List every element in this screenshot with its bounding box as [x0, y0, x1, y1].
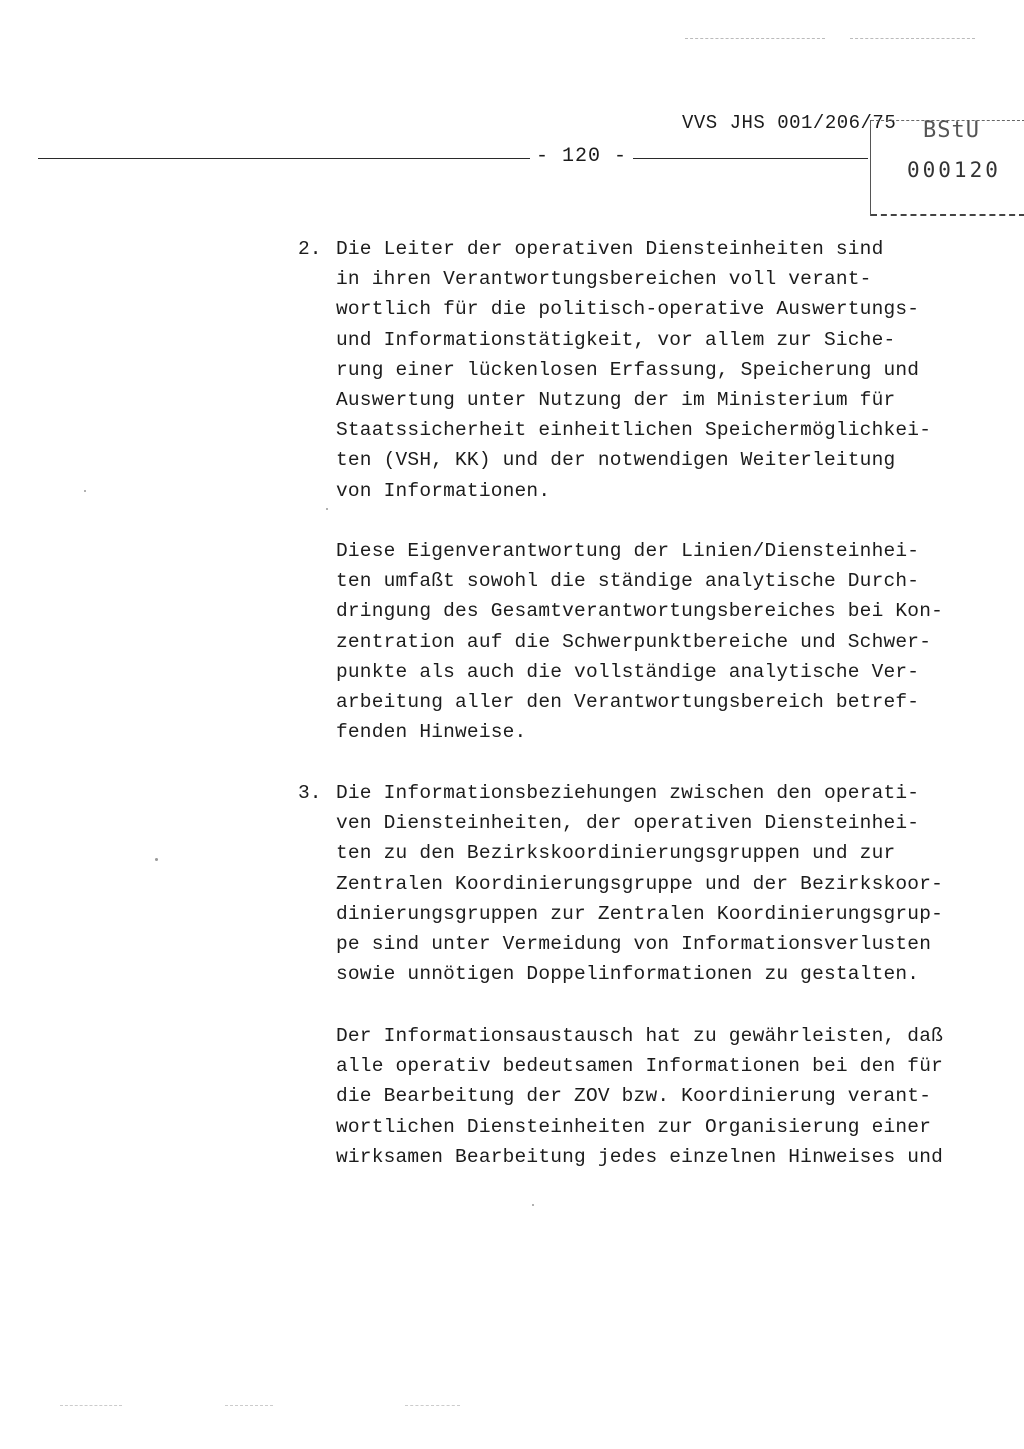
scan-artifact: [405, 1405, 460, 1406]
text-line: Zentralen Koordinierungsgruppe und der Bezirkskoor-: [336, 872, 943, 895]
stamp-bottom-border: [871, 214, 1024, 216]
paragraph: [336, 234, 976, 506]
paragraph: [336, 1021, 976, 1172]
text-line: Staatssicherheit einheitlichen Speichermöglichkei-: [336, 419, 932, 442]
text-line: zentration auf die Schwerpunktbereiche und Schwer-: [336, 630, 932, 653]
stamp-org: BStU: [923, 118, 980, 143]
paragraph: [336, 778, 976, 989]
text-line: in ihren Verantwortungsbereichen voll verant-: [336, 268, 872, 291]
item-number: 2.: [298, 238, 322, 260]
text-line: ten (VSH, KK) und der notwendigen Weiterleitung: [336, 449, 896, 472]
text-line: Die Leiter der operativen Diensteinheiten sind: [336, 238, 884, 260]
text-line: Der Informationsaustausch hat zu gewährleisten, daß: [336, 1025, 943, 1047]
text-line: sowie unnötigen Doppelinformationen zu gestalten.: [336, 963, 920, 986]
text-line: rung einer lückenlosen Erfassung, Speicherung und: [336, 358, 920, 381]
page-number: - 120 -: [530, 145, 633, 168]
header-rule: [38, 158, 868, 159]
text-line: pe sind unter Vermeidung von Informationsverlusten: [336, 933, 932, 956]
paragraph: [336, 536, 976, 747]
scan-artifact: [60, 1405, 122, 1406]
text-line: dinierungsgruppen zur Zentralen Koordinierungsgrup-: [336, 902, 943, 925]
text-line: und Informationstätigkeit, vor allem zur Siche-: [336, 328, 896, 351]
scan-artifact: [850, 38, 975, 39]
document-reference: VVS JHS 001/206/75: [682, 112, 897, 134]
text-line: wortlichen Diensteinheiten zur Organisierung einer: [336, 1115, 932, 1138]
text-line: fenden Hinweise.: [336, 721, 527, 744]
text-line: ten umfaßt sowohl die ständige analytische Durch-: [336, 570, 920, 593]
text-line: Die Informationsbeziehungen zwischen den operati-: [336, 782, 920, 804]
text-line: ven Diensteinheiten, der operativen Diensteinhei-: [336, 812, 920, 835]
scan-artifact: [326, 508, 328, 510]
scan-artifact: [685, 38, 825, 39]
item-number: 3.: [298, 782, 322, 804]
archive-stamp: [870, 120, 1024, 216]
stamp-number: 000120: [907, 158, 1001, 182]
text-line: von Informationen.: [336, 479, 551, 502]
text-line: alle operativ bedeutsamen Informationen bei den für: [336, 1055, 943, 1078]
text-line: wirksamen Bearbeitung jedes einzelnen Hinweises und: [336, 1145, 943, 1168]
text-line: Auswertung unter Nutzung der im Ministerium für: [336, 389, 896, 412]
text-line: wortlich für die politisch-operative Auswertungs-: [336, 298, 920, 321]
scan-artifact: [532, 1204, 534, 1206]
text-line: punkte als auch die vollständige analytische Ver-: [336, 660, 920, 683]
scan-artifact: [84, 490, 86, 492]
text-line: ten zu den Bezirkskoordinierungsgruppen und zur: [336, 842, 896, 865]
text-line: Diese Eigenverantwortung der Linien/Diensteinhei-: [336, 540, 920, 562]
scan-artifact: [155, 858, 158, 861]
text-line: arbeitung aller den Verantwortungsbereich betref-: [336, 691, 920, 714]
text-line: die Bearbeitung der ZOV bzw. Koordinierung verant-: [336, 1085, 932, 1108]
scan-artifact: [225, 1405, 273, 1406]
text-line: dringung des Gesamtverantwortungsbereiches bei Kon-: [336, 600, 943, 623]
